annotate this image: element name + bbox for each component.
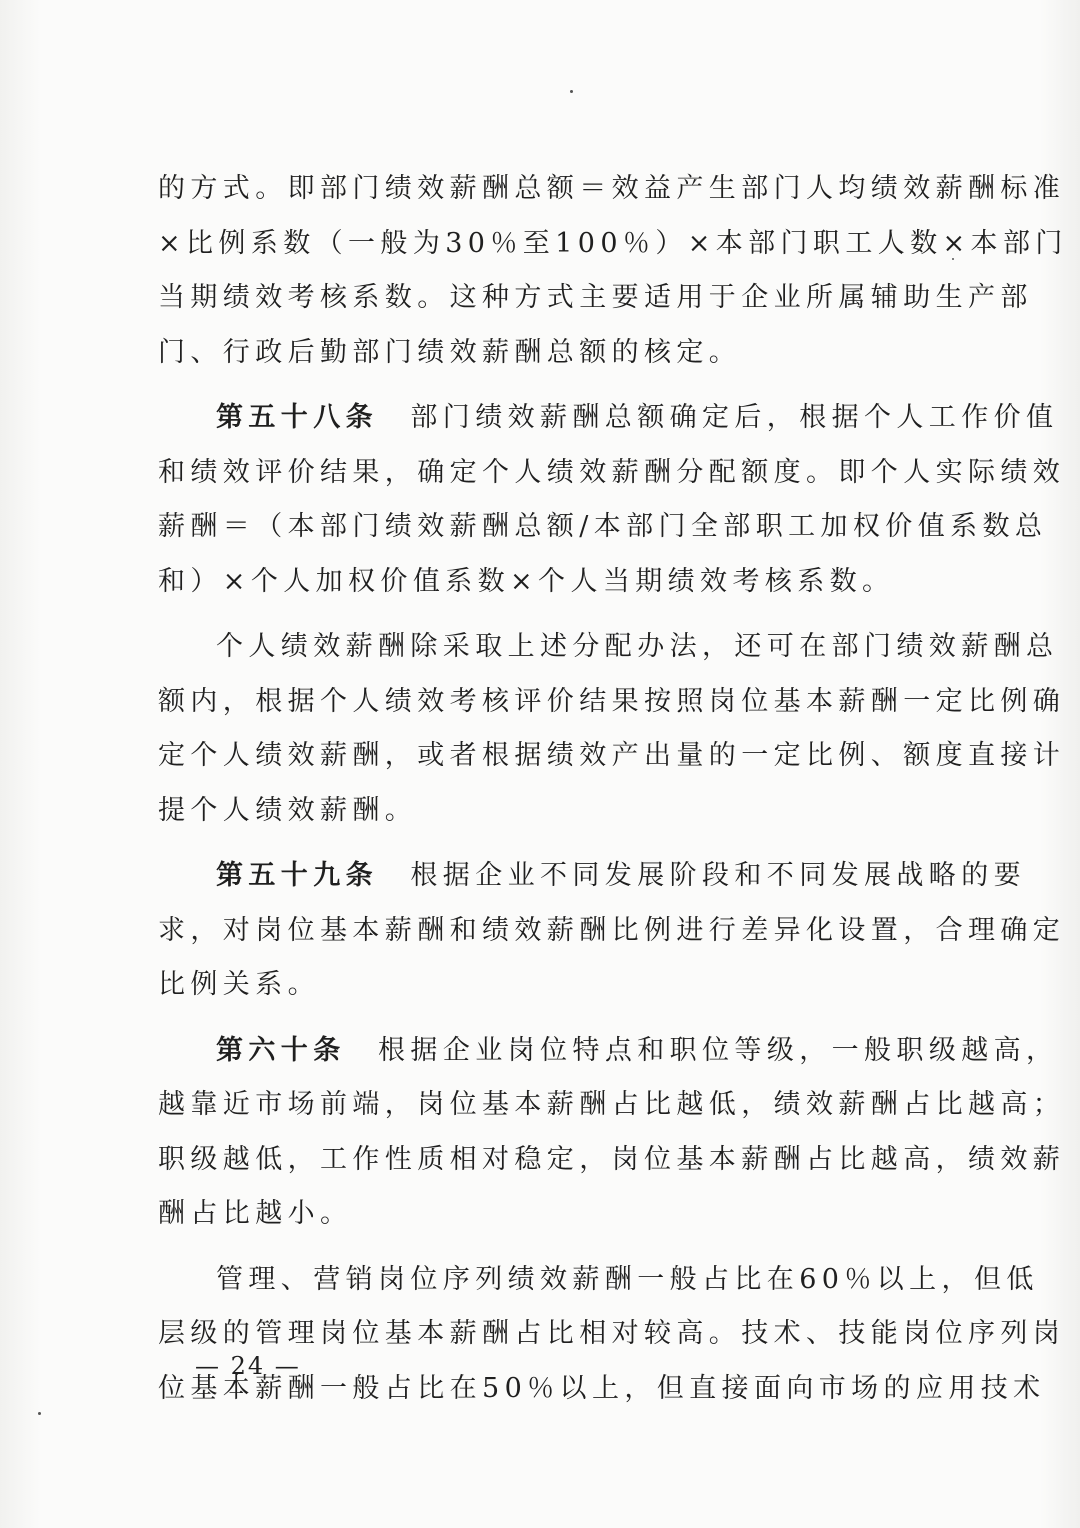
article-heading: 第五十八条 [216, 402, 378, 433]
text-line: 职级越低，工作性质相对稳定，岗位基本薪酬占比越高，绩效薪 [158, 1143, 1066, 1175]
text-line: 的方式。即部门绩效薪酬总额＝效益产生部门人均绩效薪酬标准 [158, 173, 1066, 204]
text-line: 层级的管理岗位基本薪酬占比相对较高。技术、技能岗位序列岗 [158, 1318, 1066, 1349]
text-span: 根据企业岗位特点和职位等级，一般职级越高， [378, 1034, 1059, 1066]
text-line: 管理、营销岗位序列绩效薪酬一般占比在60％以上，但低 [216, 1263, 1039, 1295]
text-line: ×比例系数（一般为30％至100％）×本部门职工人数×本部门 [158, 227, 1068, 259]
paragraph [158, 162, 1068, 380]
text-line [158, 849, 1027, 904]
text-line: 定个人绩效薪酬，或者根据绩效产出量的一定比例、额度直接计 [158, 740, 1066, 771]
article-heading: 第六十条 [216, 1034, 346, 1066]
text-line: 门、行政后勤部门绩效薪酬总额的核定。 [158, 336, 742, 368]
scan-speck [38, 1412, 41, 1415]
text-line [158, 391, 1059, 446]
page-number: — 24 — [195, 1352, 301, 1380]
paragraph [158, 620, 1066, 838]
article-60 [158, 1024, 1066, 1242]
article-heading: 第五十九条 [216, 860, 378, 891]
text-line: 和）×个人加权价值系数×个人当期绩效考核系数。 [158, 565, 895, 597]
paragraph [158, 1253, 1066, 1417]
text-line: 薪酬＝（本部门绩效薪酬总额/本部门全部职工加权价值系数总 [158, 511, 1048, 542]
text-line [158, 1024, 1059, 1079]
text-line: 提个人绩效薪酬。 [158, 794, 418, 826]
text-line: 求，对岗位基本薪酬和绩效薪酬比例进行差异化设置，合理确定 [158, 914, 1066, 946]
text-line: 越靠近市场前端，岗位基本薪酬占比越低，绩效薪酬占比越高； [158, 1089, 1066, 1120]
article-59 [158, 849, 1066, 1013]
text-span: 部门绩效薪酬总额确定后，根据个人工作价值 [410, 402, 1059, 433]
text-line: 和绩效评价结果，确定个人绩效薪酬分配额度。即个人实际绩效 [158, 456, 1066, 488]
body-text [158, 162, 1068, 1416]
text-line: 酬占比越小。 [158, 1198, 353, 1229]
text-line: 个人绩效薪酬除采取上述分配办法，还可在部门绩效薪酬总 [216, 631, 1059, 662]
text-span: 根据企业不同发展阶段和不同发展战略的要 [410, 860, 1027, 891]
text-line: 位基本薪酬一般占比在50％以上，但直接面向市场的应用技术 [158, 1372, 1046, 1404]
text-line: 当期绩效考核系数。这种方式主要适用于企业所属辅助生产部 [158, 282, 1033, 313]
article-58 [158, 391, 1066, 609]
text-line: 比例关系。 [158, 969, 320, 1000]
scan-speck [570, 90, 573, 93]
text-line: 额内，根据个人绩效考核评价结果按照岗位基本薪酬一定比例确 [158, 685, 1066, 717]
